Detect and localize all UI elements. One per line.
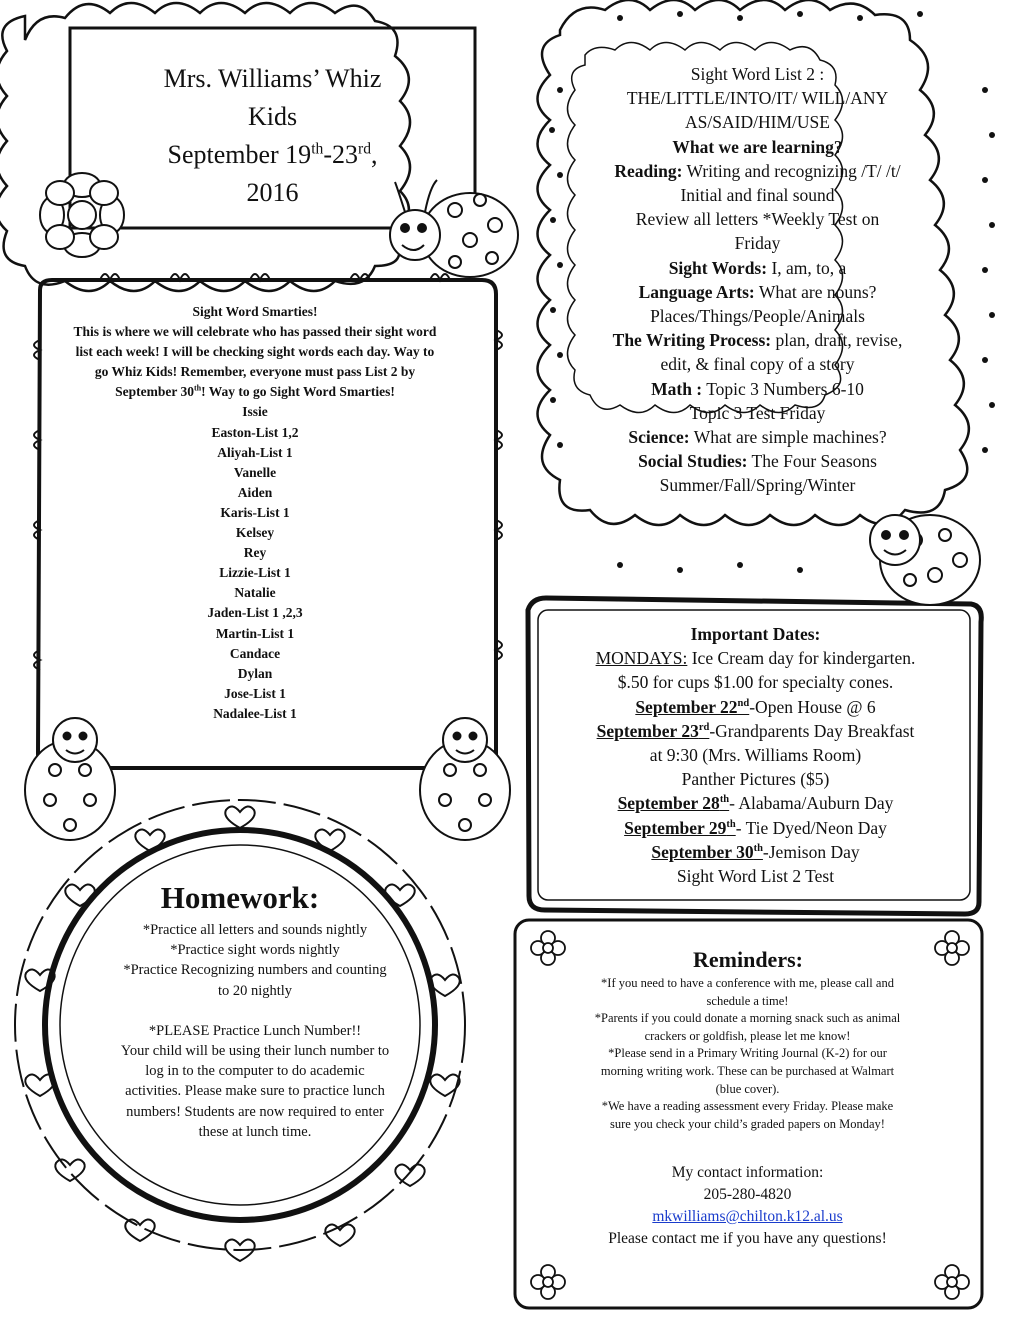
science-line: Science: What are simple machines? [628,427,887,448]
list-item: Kelsey [235,525,275,541]
sight-list-words-2: AS/SAID/HIM/USE [685,112,830,133]
date-item-1: September 22nd-Open House @ 6 [635,696,876,717]
reminders-flower-bottomleft [531,1265,565,1299]
reminder-2-cont: crackers or goldfish, please let me know! [644,1028,851,1043]
homework-section [90,920,420,1142]
date-item-2: September 23rd-Grandparents Day Breakfast [596,720,915,741]
homework-heading: Homework: [160,880,320,915]
reminder-2: *Parents if you could donate a morning snack such as animal [594,1011,901,1026]
date-item-5: September 30th-Jemison Day [651,841,860,862]
list-item: Easton-List 1,2 [211,424,299,440]
sight-list-words-1: THE/LITTLE/INTO/IT/ WILL/ANY [626,88,889,109]
mondays-line-2: $.50 for cups $1.00 for specialty cones. [617,672,894,693]
date-item-4: September 29th- Tie Dyed/Neon Day [624,817,887,838]
list-item: Nadalee-List 1 [213,705,297,721]
list-item: Jaden-List 1 ,2,3 [207,605,303,621]
review-line-2: Friday [734,233,781,254]
contact-phone: 205-280-4820 [703,1186,792,1203]
list-item: Aliyah-List 1 [217,444,293,460]
homework-line-8: activities. Please make sure to practice lunch [125,1083,385,1100]
reminder-4-cont: sure you check your child’s graded papers on Monday! [610,1116,885,1131]
homework-line-3: *Practice Recognizing numbers and counting [123,962,387,979]
list-item: Jose-List 1 [224,685,286,701]
homework-line-2: *Practice sight words nightly [170,942,340,959]
learning-section [585,62,930,498]
contact-email-link[interactable]: mkwilliams@chilton.k12.al.us [652,1208,843,1225]
contact-heading: My contact information: [671,1164,824,1181]
math-line-2: Topic 3 Test Friday [689,402,826,423]
reminders-heading: Reminders: [693,947,803,972]
homework-line-10: these at lunch time. [198,1123,312,1140]
date-item-last: Sight Word List 2 Test [676,866,835,887]
homework-line-7: log in to the computer to do academic [145,1063,365,1080]
title-line-1: Mrs. Williams’ Whiz [163,64,382,93]
reminders-flower-topleft [531,931,565,965]
list-item: Candace [229,645,281,661]
math-line: Math : Topic 3 Numbers 6-10 [651,378,864,399]
reading-line-2: Initial and final sound [680,185,835,206]
title-line-2: Kids [247,102,298,131]
sight-list-title: Sight Word List 2 : [690,64,825,84]
title-line-4: 2016 [246,178,299,207]
reminder-4: *We have a reading assessment every Friday. Please make [601,1099,894,1114]
writing-process-line-2: edit, & final copy of a story [660,354,855,375]
smarties-name-list [70,402,440,724]
panther-pictures: Panther Pictures ($5) [681,769,830,790]
language-arts-line: Language Arts: What are nouns? [638,281,877,302]
list-item: Dylan [237,665,273,681]
date-item-2-cont: at 9:30 (Mrs. Williams Room) [649,745,862,766]
reading-line: Reading: Writing and recognizing /T/ /t/ [614,160,901,181]
social-studies-line-2: Summer/Fall/Spring/Winter [659,475,856,496]
writing-process-line: The Writing Process: plan, draft, revise, [612,330,903,351]
newsletter-title [90,60,455,212]
language-arts-line-2: Places/Things/People/Animals [650,306,865,327]
smarties-heading: Sight Word Smarties! [192,304,318,319]
sight-word-smarties-section [70,302,440,724]
reminder-3-cont: morning writing work. These can be purchased at Walmart [600,1063,895,1078]
reminder-1-cont: schedule a time! [706,993,789,1008]
smarties-intro: This is where we will celebrate who has passed their sight word list each week! I will be checking sight words each day. Way to go Whiz Kids! Remember, everyone must pass List 2 by September 30th! Way to go Sight Word Smarties! [73,324,437,400]
homework-line-1: *Practice all letters and sounds nightly [142,922,368,938]
review-line: Review all letters *Weekly Test on [635,209,880,230]
ladybug-learning [870,515,980,605]
reminders-flower-bottomright [935,1265,969,1299]
homework-line-5: *PLEASE Practice Lunch Number!! [148,1022,362,1039]
reminders-flower-topright [935,931,969,965]
sight-words-line: Sight Words: I, am, to, a [668,257,847,278]
learning-heading: What we are learning? [672,136,843,157]
homework-line-6: Your child will be using their lunch number to [120,1043,390,1060]
important-dates-section [548,622,963,888]
dates-heading: Important Dates: [690,624,821,644]
list-item: Lizzie-List 1 [219,565,291,581]
contact-closing: Please contact me if you have any questions! [608,1230,887,1247]
list-item: Rey [243,545,267,561]
reminder-1: *If you need to have a conference with me, please call and [601,976,894,990]
list-item: Issie [242,404,268,420]
list-item: Karis-List 1 [220,504,290,520]
list-item: Aiden [237,484,273,500]
social-studies-line: Social Studies: The Four Seasons [638,451,877,472]
list-item: Natalie [234,585,276,601]
mondays-line: MONDAYS: Ice Cream day for kindergarten. [595,648,916,669]
list-item: Vanelle [233,464,277,480]
title-line-3: September 19th-23rd, [167,140,378,169]
contact-section [540,1162,955,1250]
list-item: Martin-List 1 [215,625,295,641]
homework-line-9: numbers! Students are now required to enter [126,1103,384,1120]
reminder-3: *Please send in a Primary Writing Journal (K-2) for our [608,1046,887,1061]
reminders-section [540,975,955,1133]
date-item-3: September 28th- Alabama/Auburn Day [617,793,894,814]
homework-line-4: to 20 nightly [217,982,293,999]
reminder-3-cont-2: (blue cover). [715,1081,780,1096]
